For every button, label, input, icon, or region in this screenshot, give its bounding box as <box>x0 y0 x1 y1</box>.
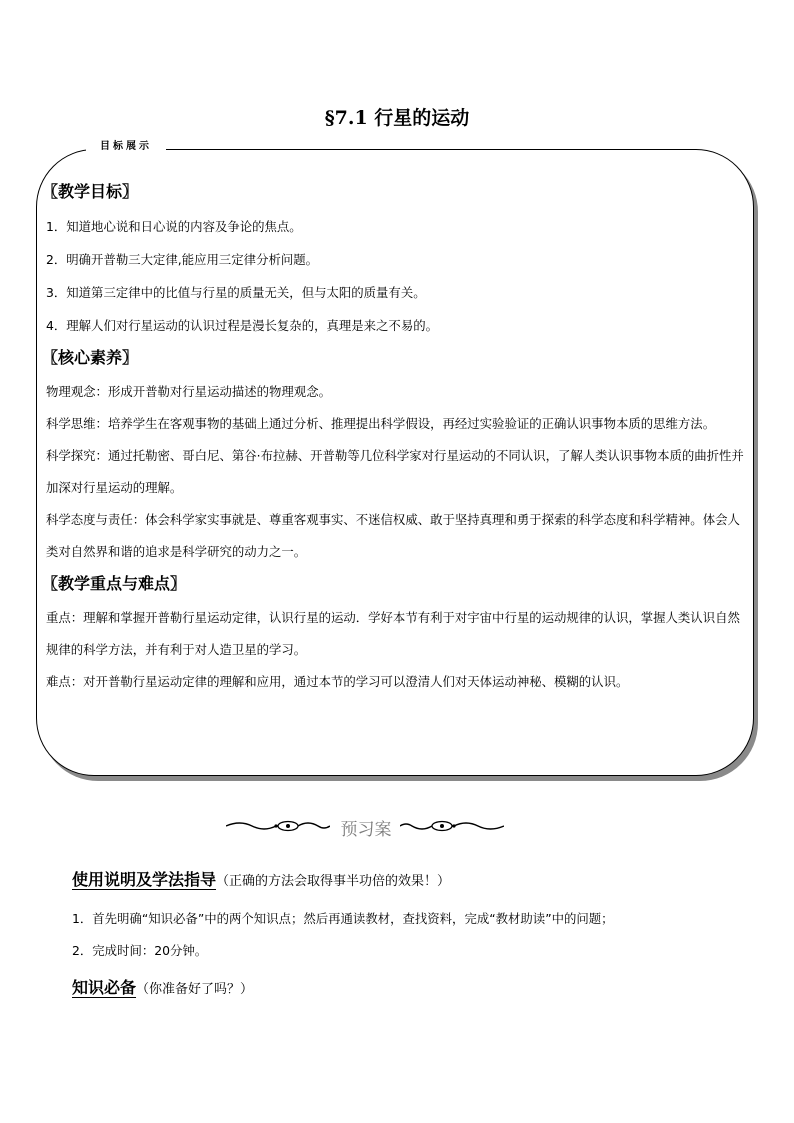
teaching-goal-item: 4．理解人们对行星运动的认识过程是漫长复杂的，真理是来之不易的。 <box>46 318 438 333</box>
teaching-goal-item: 2．明确开普勒三大定律,能应用三定律分析问题。 <box>46 252 319 267</box>
goal-box-tag: 目标展示 <box>86 137 166 152</box>
ornament-right-icon <box>400 819 504 833</box>
usage-guide-item: 1．首先明确“知识必备”中的两个知识点；然后再通读教材，查找资料，完成“教材助读”中的问题； <box>72 911 614 926</box>
core-literacy-item: 科学态度与责任：体会科学家实事就是、尊重客观事实、不迷信权威、敢于坚持真理和勇于探索的科学态度和科学精神。体会人类对自然界和谐的追求是科学研究的动力之一。 <box>46 512 740 559</box>
knowledge-heading: 知识必备 <box>72 978 137 997</box>
knowledge-note: （你准备好了吗？） <box>136 982 254 997</box>
usage-guide-note: （正确的方法会取得事半功倍的效果！） <box>216 874 451 889</box>
core-literacy-heading: 〖核心素养〗 <box>42 348 139 367</box>
key-points-heading: 〖教学重点与难点〗 <box>42 574 187 593</box>
teaching-goals-heading: 〖教学目标〗 <box>42 182 139 201</box>
teaching-goal-item: 1．知道地心说和日心说的内容及争论的焦点。 <box>46 219 302 234</box>
ornament-left-icon <box>226 819 330 833</box>
core-literacy-item: 物理观念：形成开普勒对行星运动描述的物理观念。 <box>46 384 331 399</box>
key-point-item: 难点：对开普勒行星运动定律的理解和应用，通过本节的学习可以澄清人们对天体运动神秘、模糊的认识。 <box>46 674 629 689</box>
page-title: §7.1 行星的运动 <box>324 107 470 129</box>
preview-section-label: 预习案 <box>340 820 392 840</box>
usage-guide-item: 2．完成时间：20分钟。 <box>72 943 208 958</box>
goal-box-content <box>42 178 746 698</box>
teaching-goal-item: 3．知道第三定律中的比值与行星的质量无关，但与太阳的质量有关。 <box>46 285 426 300</box>
usage-guide-header <box>72 867 450 890</box>
core-literacy-item: 科学思维：培养学生在客观事物的基础上通过分析、推理提出科学假设，再经过实验验证的正确认识事物本质的思维方法。 <box>46 416 716 431</box>
core-literacy-item: 科学探究：通过托勒密、哥白尼、第谷·布拉赫、开普勒等几位科学家对行星运动的不同认识，了解人类认识事物本质的曲折性并加深对行星运动的理解。 <box>46 448 744 495</box>
usage-guide-heading: 使用说明及学法指导 <box>72 870 217 889</box>
knowledge-header <box>72 975 253 998</box>
section-divider <box>0 815 794 841</box>
key-point-item: 重点：理解和掌握开普勒行星运动定律，认识行星的运动．学好本节有利于对宇宙中行星的运动规律的认识，掌握人类认识自然规律的科学方法，并有利于对人造卫星的学习。 <box>46 610 740 657</box>
